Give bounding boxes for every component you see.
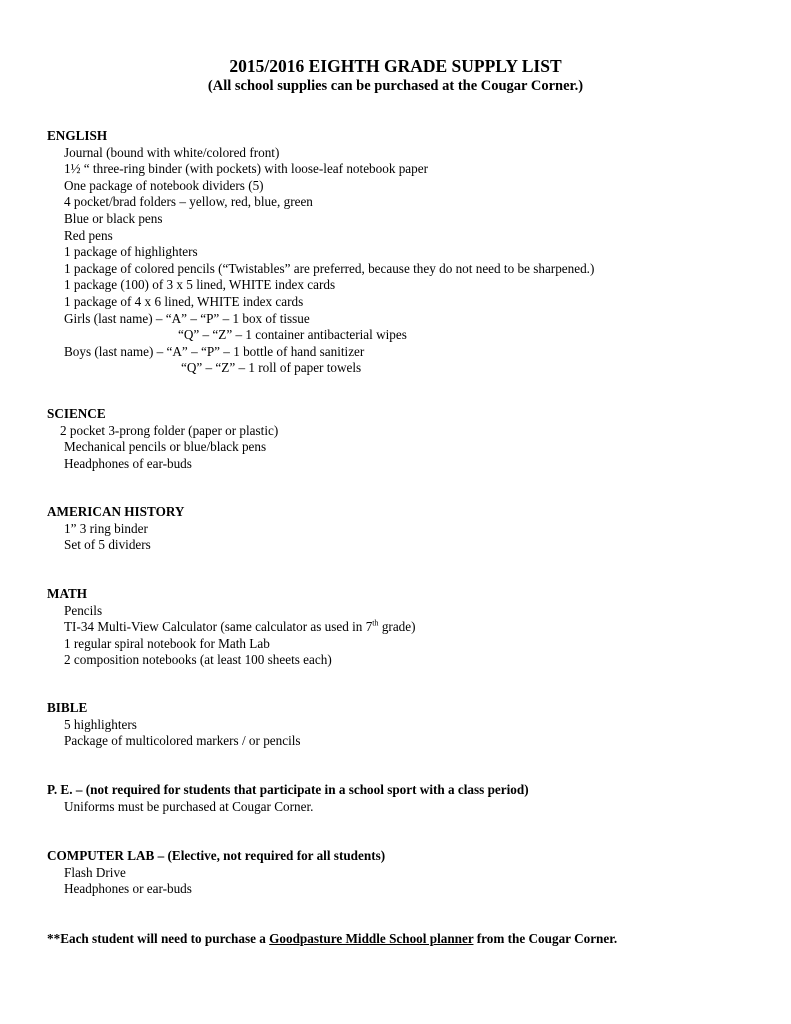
section-heading: AMERICAN HISTORY xyxy=(47,504,185,519)
list-item: Package of multicolored markers / or pencils xyxy=(64,733,301,749)
list-item: 1 package of colored pencils (“Twistables” are preferred, because they do not need to be sharpened.) xyxy=(64,260,595,276)
planner-note-prefix: **Each student will need to purchase a xyxy=(47,931,270,946)
document-subtitle: (All school supplies can be purchased at the Cougar Corner.) xyxy=(207,78,584,94)
section-science xyxy=(47,406,278,472)
section-pe xyxy=(47,782,529,815)
section-heading: COMPUTER LAB – (Elective, not required for all students) xyxy=(47,848,386,863)
section-heading: BIBLE xyxy=(47,700,88,715)
list-item: Headphones or ear-buds xyxy=(64,881,192,897)
calculator-text-tail: grade) xyxy=(378,619,416,635)
section-bible xyxy=(47,700,301,750)
list-item: 2 composition notebooks (at least 100 sheets each) xyxy=(64,652,332,668)
list-item: 4 pocket/brad folders – yellow, red, blue, green xyxy=(64,194,313,210)
calculator-text: TI-34 Multi-View Calculator (same calculator as used in 7 xyxy=(64,619,373,635)
section-heading: P. E. – (not required for students that participate in a school sport with a class period) xyxy=(47,782,529,797)
list-item: Set of 5 dividers xyxy=(64,537,151,553)
section-american-history xyxy=(47,504,184,554)
list-item: Boys (last name) – “A” – “P” – 1 bottle of hand sanitizer xyxy=(64,343,365,359)
list-item: “Q” – “Z” – 1 container antibacterial wipes xyxy=(178,327,407,343)
list-item: Red pens xyxy=(64,227,113,243)
planner-note-suffix: from the Cougar Corner. xyxy=(473,931,618,946)
list-item: 2 pocket 3-prong folder (paper or plastic) xyxy=(60,422,279,438)
list-item: Flash Drive xyxy=(64,864,126,880)
list-item: 1 package of 4 x 6 lined, WHITE index cards xyxy=(64,293,304,309)
section-computer-lab xyxy=(47,848,385,898)
list-item: 1” 3 ring binder xyxy=(64,520,148,536)
list-item: 1 package (100) of 3 x 5 lined, WHITE index cards xyxy=(64,277,336,293)
list-item: Journal (bound with white/colored front) xyxy=(64,144,280,160)
list-item: “Q” – “Z” – 1 roll of paper towels xyxy=(181,360,362,376)
list-item: Mechanical pencils or blue/black pens xyxy=(64,439,267,455)
list-item: 5 highlighters xyxy=(64,716,137,732)
ordinal-suffix: th xyxy=(372,618,379,628)
section-heading: SCIENCE xyxy=(47,406,106,421)
list-item: One package of notebook dividers (5) xyxy=(64,177,264,193)
list-item: Blue or black pens xyxy=(64,210,163,226)
list-item: 1 package of highlighters xyxy=(64,244,198,260)
list-item: Pencils xyxy=(64,602,103,618)
list-item: Headphones of ear-buds xyxy=(64,455,192,471)
planner-name: Goodpasture Middle School planner xyxy=(269,931,474,946)
planner-note xyxy=(47,931,617,948)
section-math xyxy=(47,586,416,669)
list-item xyxy=(47,619,416,636)
list-item: 1½ “ three-ring binder (with pockets) with loose-leaf notebook paper xyxy=(64,161,429,177)
section-english xyxy=(47,128,594,377)
list-item: Uniforms must be purchased at Cougar Corner. xyxy=(64,798,314,814)
section-heading: MATH xyxy=(47,586,88,601)
section-heading: ENGLISH xyxy=(47,128,108,143)
document-title: 2015/2016 EIGHTH GRADE SUPPLY LIST xyxy=(229,56,562,76)
list-item: 1 regular spiral notebook for Math Lab xyxy=(64,635,270,651)
list-item: Girls (last name) – “A” – “P” – 1 box of tissue xyxy=(64,310,310,326)
